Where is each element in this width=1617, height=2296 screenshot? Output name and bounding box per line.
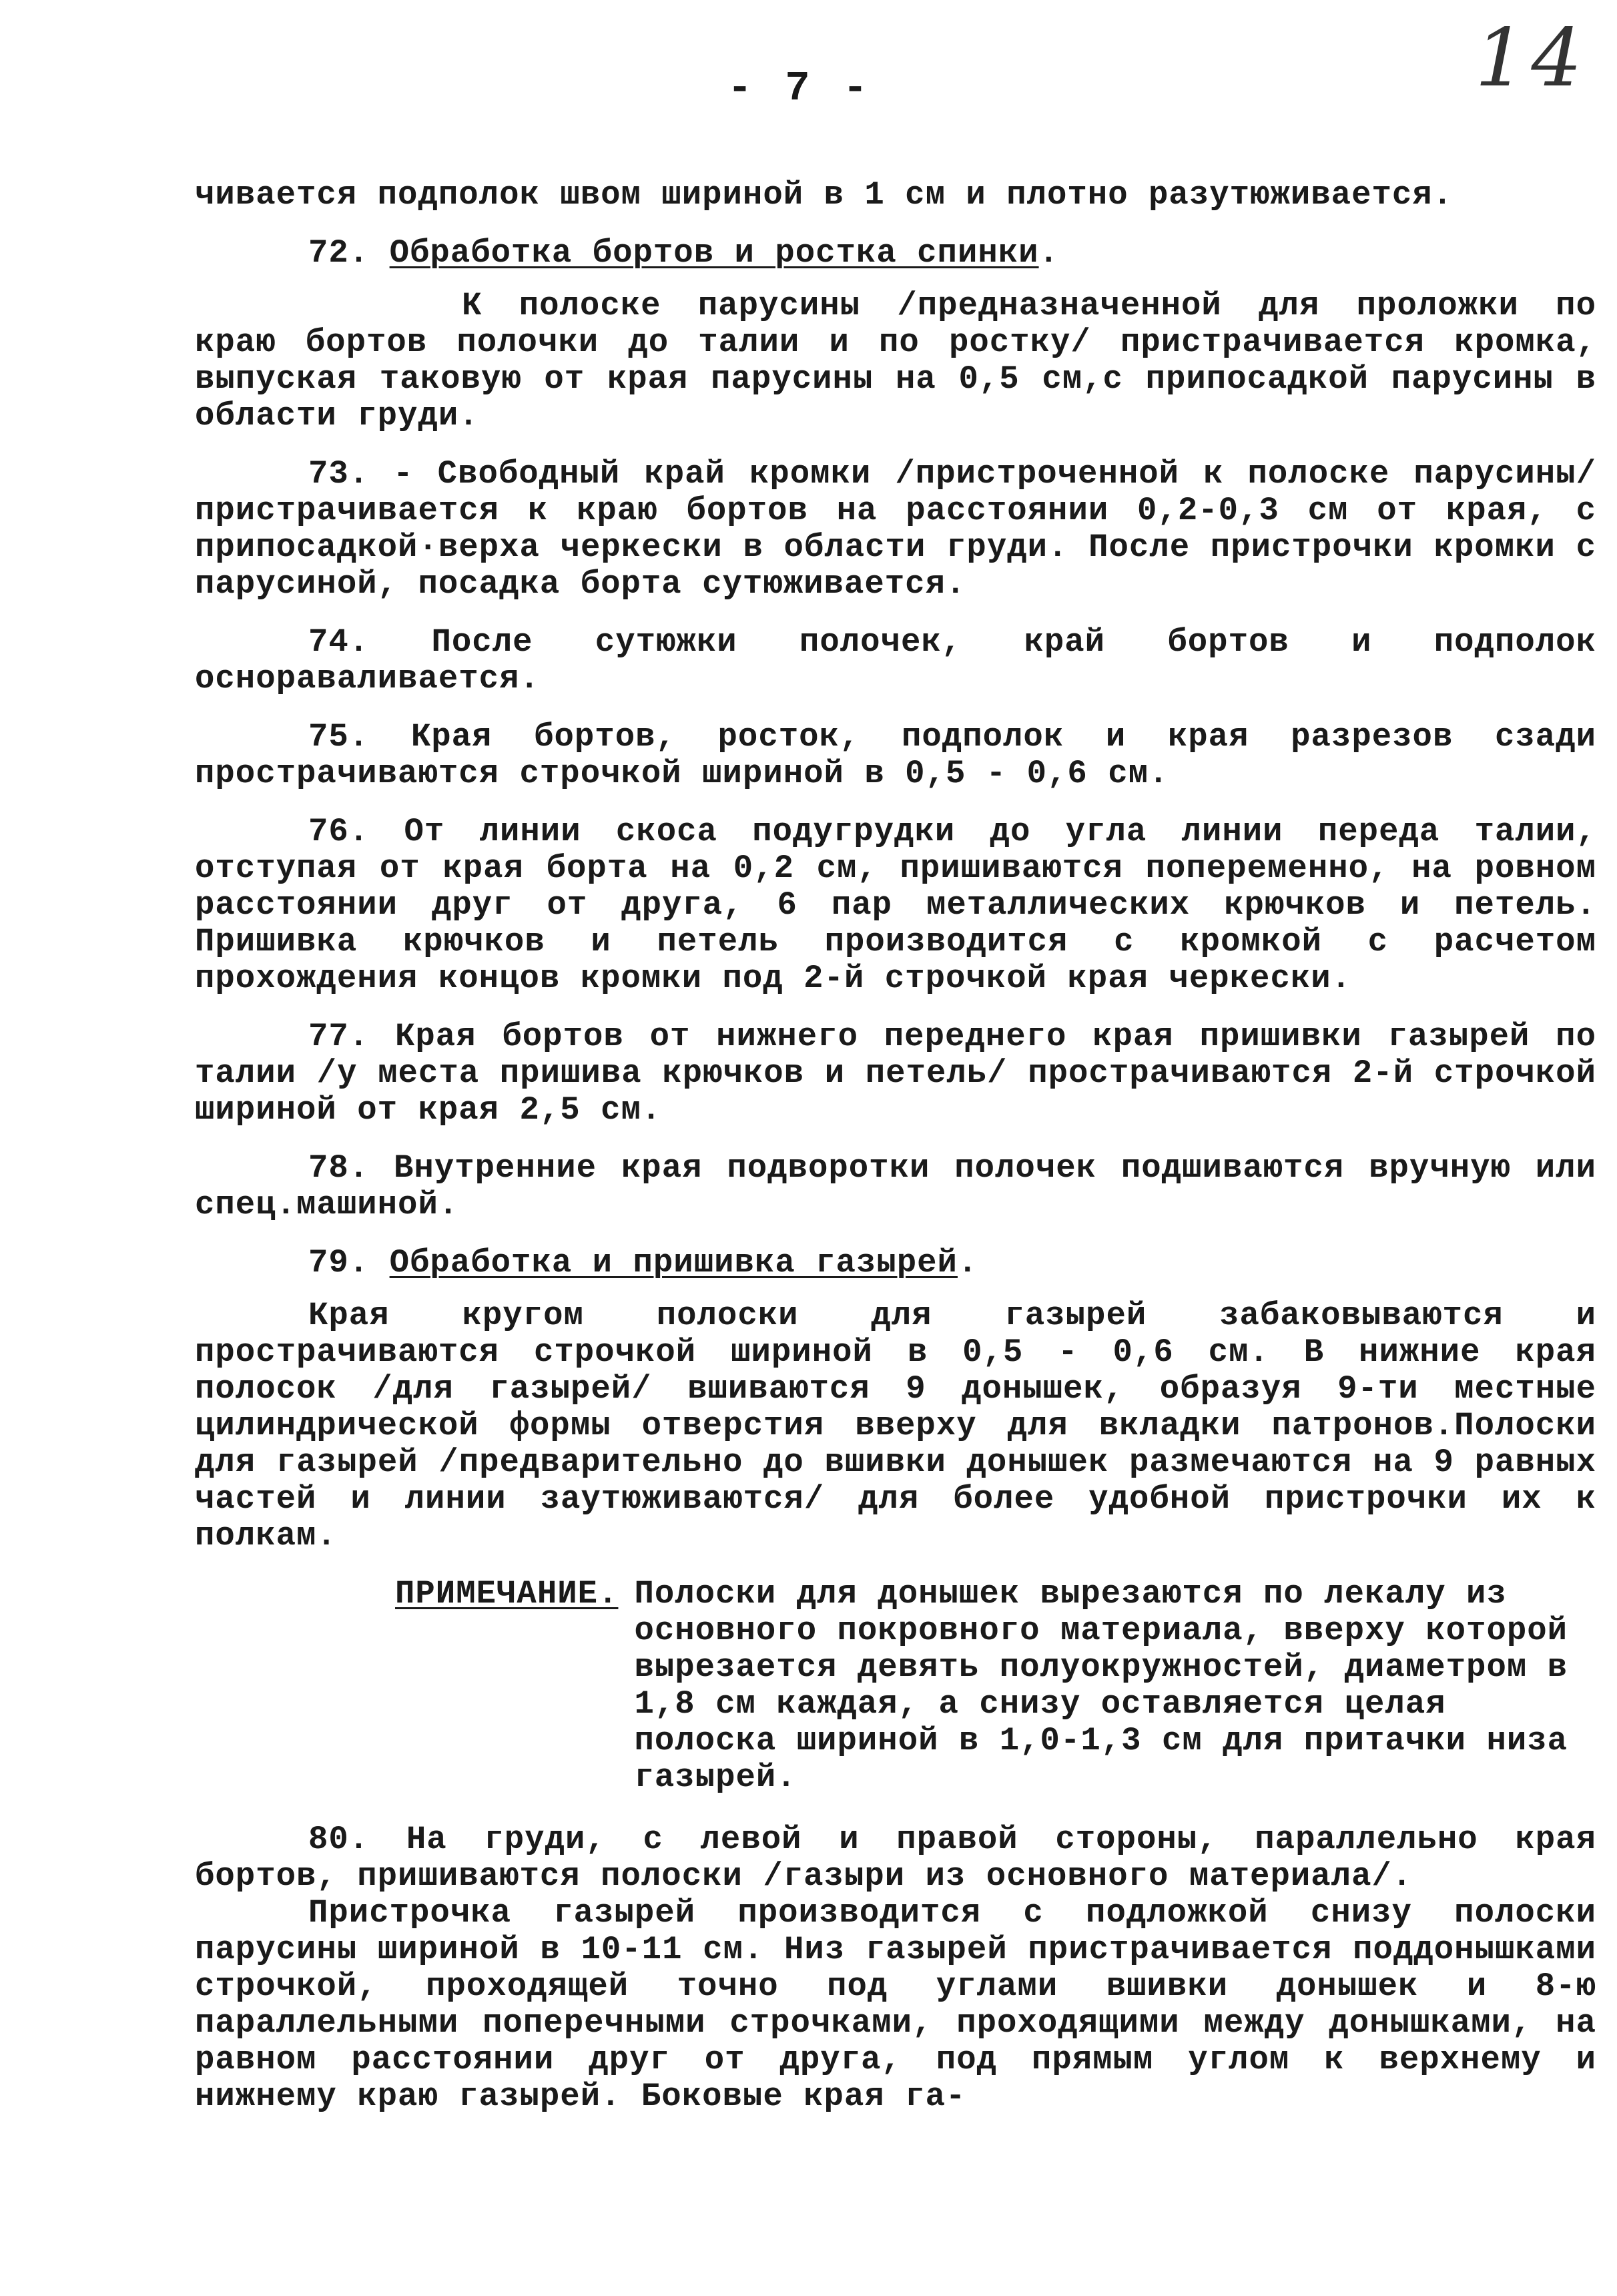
paragraph-carryover: чивается подполок швом шириной в 1 см и плотно разутюживается. [195, 176, 1453, 214]
heading-72: 72. Обработка бортов и ростка спинки. [308, 234, 1059, 272]
note-block [395, 1576, 1596, 1796]
paragraph-76: 76. От линии скоса подугрудки до угла линии переда талии, отступая от края борта на 0,2 см, пришиваются попеременно, на ровном расстоянии друг от друга, 6 пар металлических крючков и петель. Пришивка крючков и петель производится с кромкой с расчетом прохождения концов кромки под 2-й строчкой края черкески. [195, 813, 1596, 997]
page-number: - 7 - [727, 65, 872, 112]
note-label: ПРИМЕЧАНИЕ. [395, 1575, 619, 1613]
heading-79: 79. Обработка и пришивка газырей. [308, 1244, 978, 1281]
paragraph-72: К полоске парусины /предназначенной для проложки по краю бортов полочки до талии и по ростку/ пристрачивается кромка, выпуская таковую от края парусины на 0,5 см,с припосадкой парусины в области груди. [195, 287, 1596, 435]
note-text: Полоски для донышек вырезаются по лекалу из основного покровного материала, вверху которой вырезается девять полуокружностей, диаметром в 1,8 см каждая, а снизу оставляется целая полоска шириной в 1,0-1,3 см для притачки низа газырей. [634, 1575, 1568, 1796]
paragraph-79: Края кругом полоски для газырей забаковываются и прострачиваются строчкой шириной в 0,5 - 0,6 см. В нижние края полосок /для газырей/ вшиваются 9 донышек, образуя 9-ти местные цилиндрической формы отверстия вверху для вкладки патронов.Полоски для газырей /предварительно до вшивки донышек размечаются на 9 равных частей и линии заутюживаются/ для более удобной пристрочки их к полкам. [195, 1297, 1596, 1554]
heading-79-number: 79. [308, 1244, 370, 1281]
heading-72-number: 72. [308, 234, 370, 272]
paragraph-73: 73. - Свободный край кромки /пристроченной к полоске парусины/ пристрачивается к краю бортов на расстоянии 0,2-0,3 см от края, с припосадкой·верха черкески в области груди. После пристрочки кромки с парусиной, посадка борта сутюживается. [195, 455, 1596, 603]
document-body [195, 177, 1596, 2136]
paragraph-80: 80. На груди, с левой и правой стороны, параллельно края бортов, пришиваются полоски /газыри из основного материала/. [195, 1821, 1596, 1895]
paragraph-80-continued: Пристрочка газырей производится с подложкой снизу полоски парусины шириной в 10-11 см. Низ газырей пристрачивается поддонышками строчкой, проходящей точно под углами вшивки донышек и 8-ю параллельными поперечными строчками, проходящими между донышками, на равном расстоянии друг от друга, под прямым углом к верхнему и нижнему краю газырей. Боковые края га- [195, 1894, 1596, 2115]
heading-72-title: Обработка бортов и ростка спинки [389, 234, 1039, 272]
paragraph-75: 75. Края бортов, росток, подполок и края разрезов сзади прострачиваются строчкой шириной в 0,5 - 0,6 см. [195, 718, 1596, 792]
archive-number: 14 [1475, 12, 1588, 105]
paragraph-77: 77. Края бортов от нижнего переднего края пришивки газырей по талии /у места пришива крючков и петель/ прострачиваются 2-й строчкой шириной от края 2,5 см. [195, 1018, 1596, 1129]
paragraph-78: 78. Внутренние края подворотки полочек подшиваются вручную или спец.машиной. [195, 1149, 1596, 1223]
heading-79-title: Обработка и пришивка газырей [389, 1244, 958, 1281]
paragraph-74: 74. После сутюжки полочек, край бортов и подполок оснораваливается. [195, 623, 1596, 697]
